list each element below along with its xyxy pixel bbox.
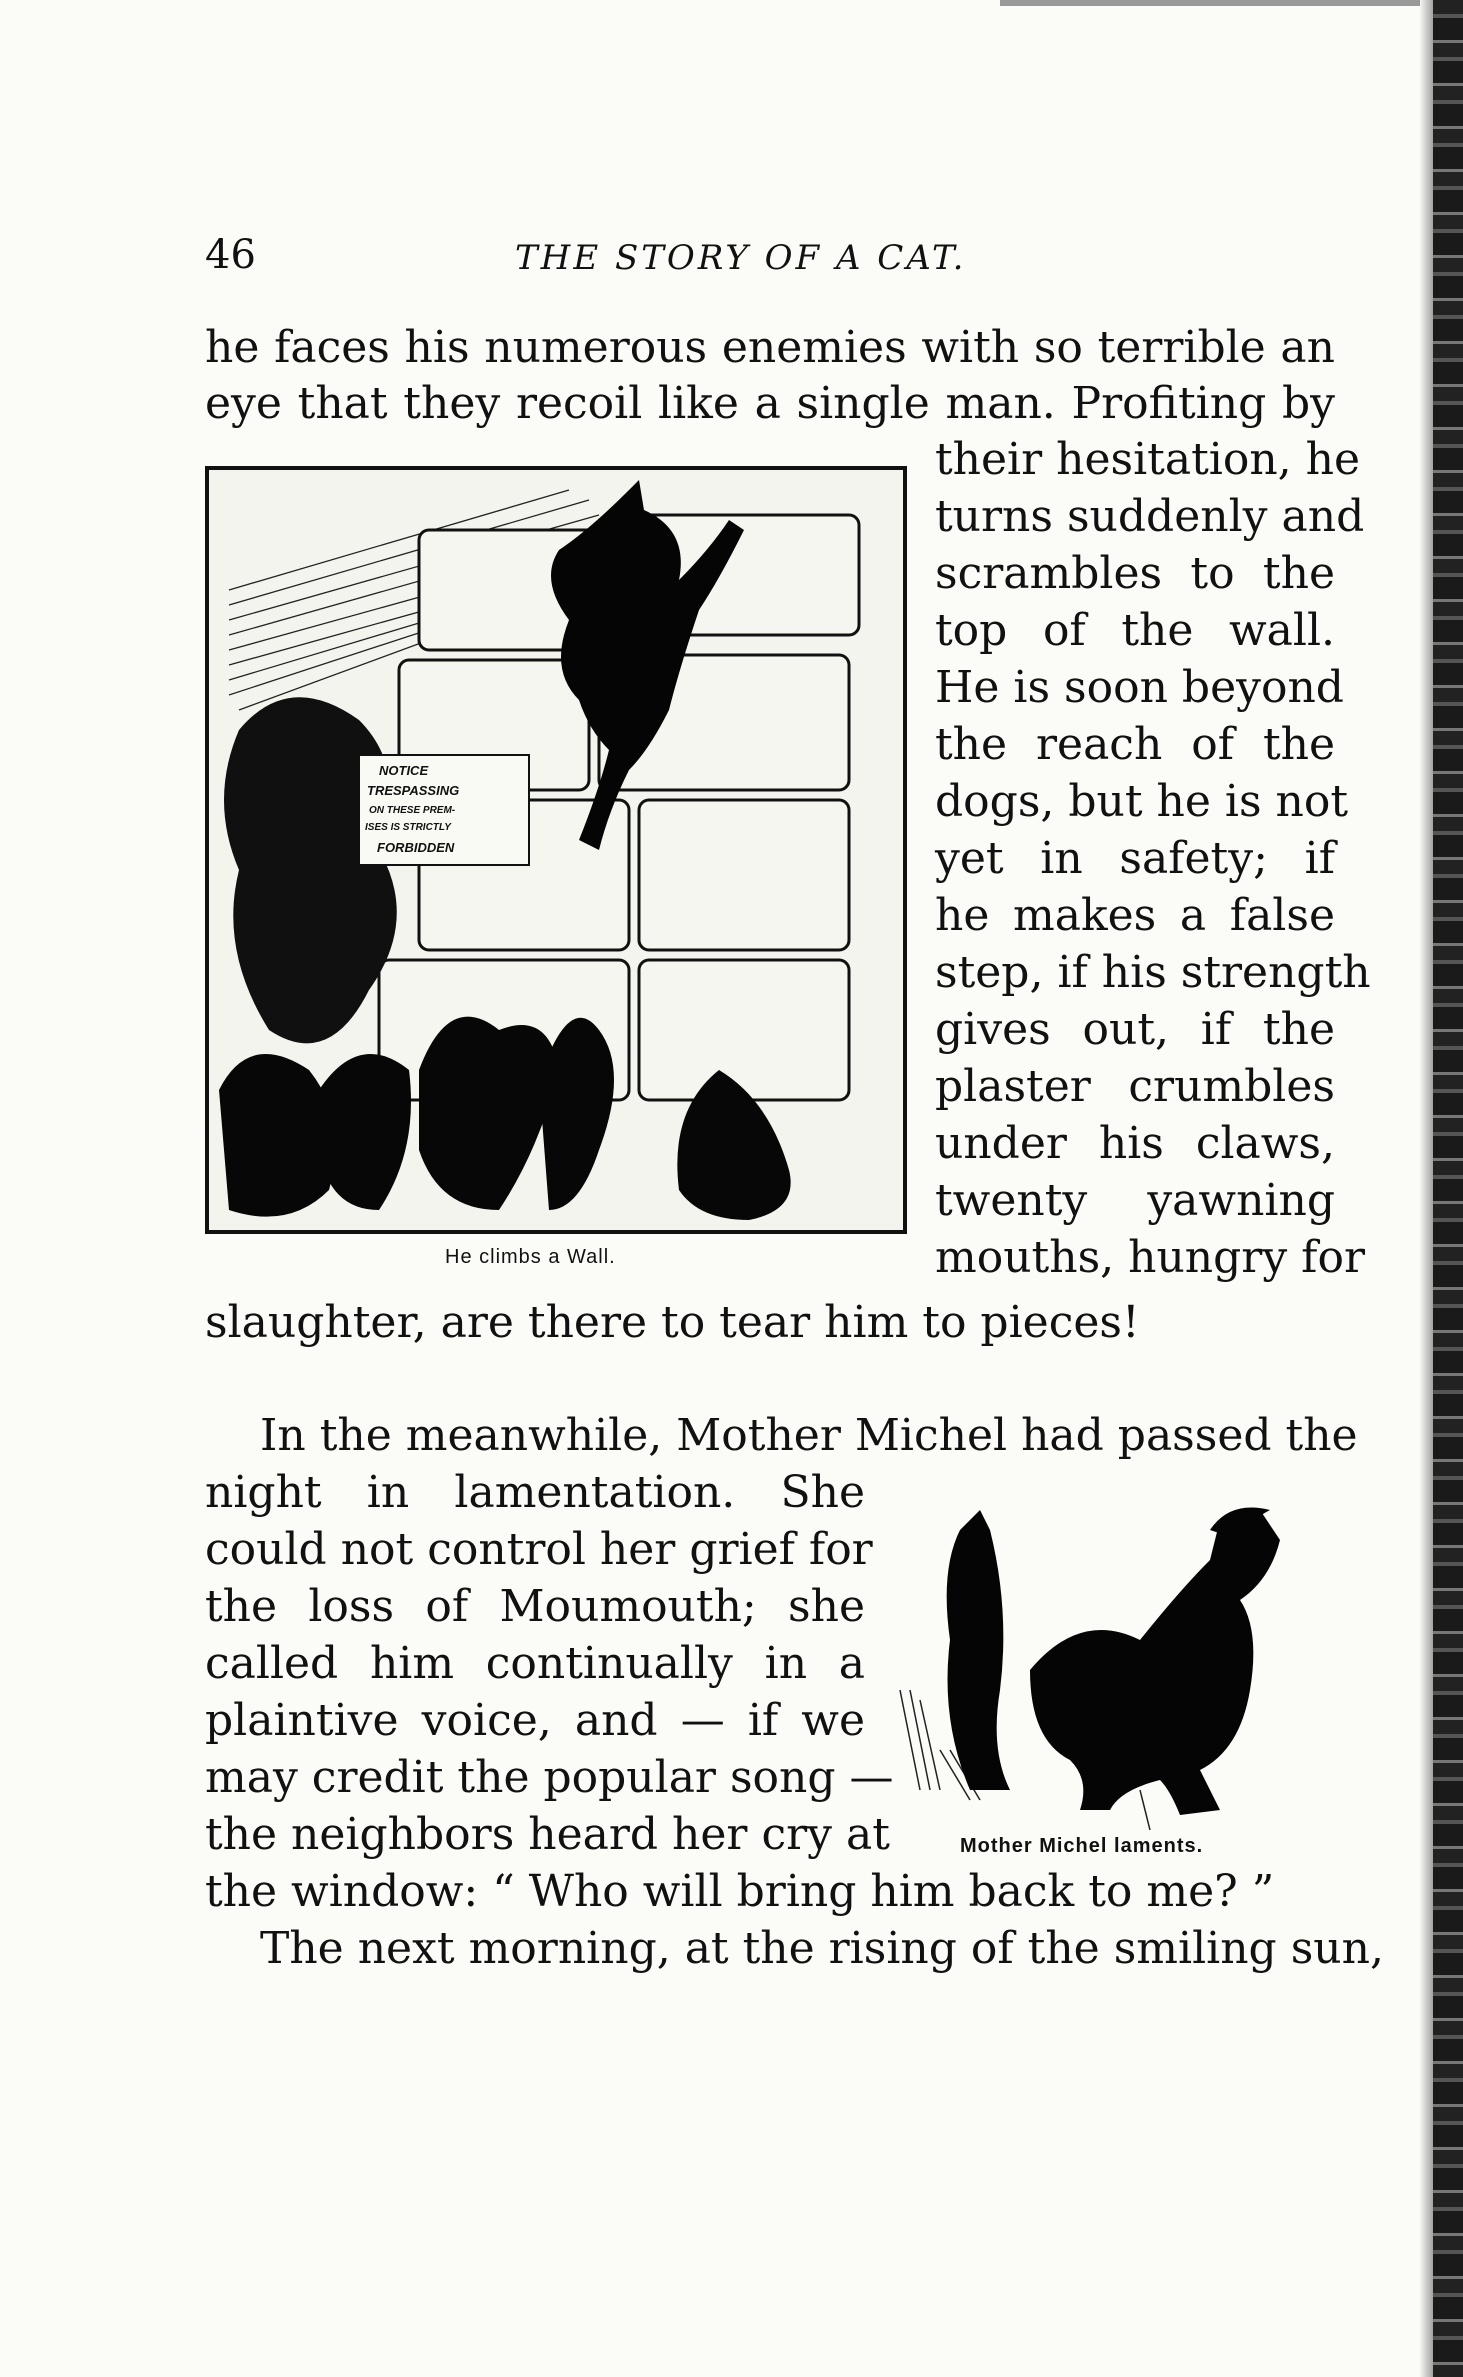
body-line: may credit the popular song — <box>205 1752 894 1803</box>
figure-cat-climbs-wall <box>205 466 907 1234</box>
body-line: he makes a false <box>935 890 1335 941</box>
body-line: night in lamentation. She <box>205 1467 865 1518</box>
sign-line: TRESPASSING <box>367 783 460 798</box>
figure-caption: Mother Michel laments. <box>960 1835 1204 1857</box>
body-line: called him continually in a <box>205 1638 865 1689</box>
body-line: yet in safety; if <box>935 833 1335 884</box>
page-binding-edge <box>1433 0 1463 2377</box>
body-line: he faces his numerous enemies with so terrible an <box>205 322 1335 373</box>
body-line: the neighbors heard her cry at <box>205 1809 890 1860</box>
body-line: the loss of Moumouth; she <box>205 1581 865 1632</box>
body-line: In the meanwhile, Mother Michel had passed the <box>260 1410 1358 1461</box>
sign-line: NOTICE <box>379 763 429 778</box>
woman-silhouette <box>947 1508 1280 1816</box>
body-line: slaughter, are there to tear him to pieces! <box>205 1297 1140 1348</box>
body-line: He is soon beyond <box>935 662 1344 713</box>
body-line: could not control her grief for <box>205 1524 873 1575</box>
body-line: under his claws, <box>935 1118 1335 1169</box>
wall-illustration <box>209 470 903 1230</box>
body-line: plaintive voice, and — if we <box>205 1695 865 1746</box>
page-header <box>205 232 1335 288</box>
body-line: the window: “ Who will bring him back to me? ” <box>205 1866 1275 1917</box>
body-line: twenty yawning <box>935 1175 1335 1226</box>
body-line: dogs, but he is not <box>935 776 1349 827</box>
running-title: THE STORY OF A CAT. <box>515 238 967 278</box>
sign-line: FORBIDDEN <box>377 840 455 855</box>
foliage-shape <box>224 697 397 1043</box>
body-line: turns suddenly and <box>935 491 1365 542</box>
body-line: step, if his strength <box>935 947 1371 998</box>
body-line: eye that they recoil like a single man. Profiting by <box>205 378 1335 429</box>
sign-line: ON THESE PREM- <box>369 805 456 816</box>
page-edge-shadow <box>1419 0 1433 2377</box>
body-line: The next morning, at the rising of the smiling sun, <box>260 1923 1384 1974</box>
figure-caption: He climbs a Wall. <box>445 1246 616 1268</box>
sign-line: ISES IS STRICTLY <box>365 822 451 833</box>
body-line: top of the wall. <box>935 605 1335 656</box>
body-line: mouths, hungry for <box>935 1232 1365 1283</box>
page-top-smudge <box>1000 0 1420 6</box>
body-line: gives out, if the <box>935 1004 1335 1055</box>
body-line: the reach of the <box>935 719 1335 770</box>
page-number: 46 <box>205 232 256 278</box>
figure-mother-michel <box>880 1490 1320 1840</box>
body-line: plaster crumbles <box>935 1061 1335 1112</box>
body-line: scrambles to the <box>935 548 1335 599</box>
mother-michel-illustration <box>880 1490 1320 1840</box>
body-line: their hesitation, he <box>935 434 1361 485</box>
